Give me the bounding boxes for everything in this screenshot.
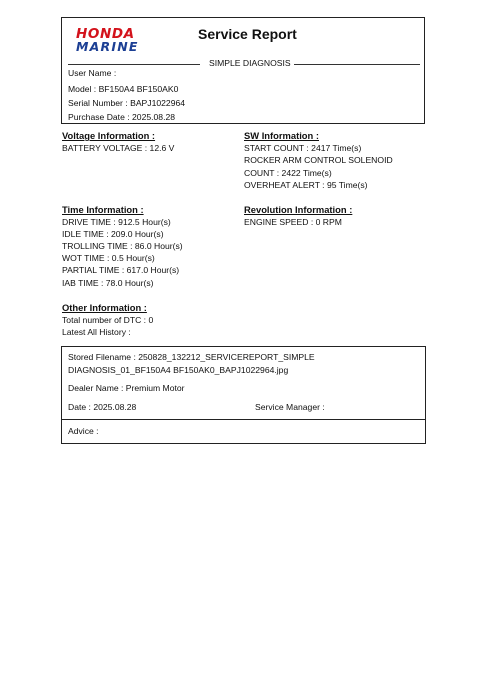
advice-field: Advice :: [68, 426, 99, 436]
time-section-title: Time Information :: [62, 204, 144, 215]
other-section-title: Other Information :: [62, 302, 147, 313]
purchase-date-field: Purchase Date : 2025.08.28: [68, 112, 176, 122]
report-header: [61, 17, 425, 124]
stored-filename-line1: Stored Filename : 250828_132212_SERVICEREPORT_SIMPLE: [68, 352, 315, 362]
divider-left: [68, 64, 200, 65]
dtc-count: Total number of DTC : 0: [62, 315, 154, 325]
revolution-section-title: Revolution Information :: [244, 204, 353, 215]
rocker-arm-line2: COUNT : 2422 Time(s): [244, 168, 332, 178]
latest-history: Latest All History :: [62, 327, 131, 337]
rocker-arm-line1: ROCKER ARM CONTROL SOLENOID: [244, 155, 393, 165]
serial-field: Serial Number : BAPJ1022964: [68, 98, 186, 108]
stored-filename-line2: DIAGNOSIS_01_BF150A4 BF150AK0_BAPJ1022964.jpg: [68, 365, 289, 375]
iab-time: IAB TIME : 78.0 Hour(s): [62, 278, 154, 288]
page-title: Service Report: [198, 26, 297, 42]
dealer-name: Dealer Name : Premium Motor: [68, 383, 185, 393]
user-name-field: User Name :: [68, 68, 117, 78]
sw-section-title: SW Information :: [244, 130, 319, 141]
drive-time: DRIVE TIME : 912.5 Hour(s): [62, 217, 171, 227]
service-manager: Service Manager :: [255, 402, 325, 412]
trolling-time: TROLLING TIME : 86.0 Hour(s): [62, 241, 183, 251]
battery-voltage: BATTERY VOLTAGE : 12.6 V: [62, 143, 175, 153]
idle-time: IDLE TIME : 209.0 Hour(s): [62, 229, 164, 239]
service-details-box: [61, 346, 426, 444]
report-subtitle: SIMPLE DIAGNOSIS: [206, 58, 294, 68]
wot-time: WOT TIME : 0.5 Hour(s): [62, 253, 155, 263]
honda-marine-logo: [76, 28, 168, 54]
partial-time: PARTIAL TIME : 617.0 Hour(s): [62, 265, 180, 275]
advice-separator: [62, 419, 425, 420]
divider-right: [288, 64, 420, 65]
logo-honda-text: HONDA: [76, 26, 135, 42]
start-count: START COUNT : 2417 Time(s): [244, 143, 362, 153]
engine-speed: ENGINE SPEED : 0 RPM: [244, 217, 342, 227]
model-field: Model : BF150A4 BF150AK0: [68, 84, 179, 94]
logo-marine-text: MARINE: [76, 39, 139, 54]
voltage-section-title: Voltage Information :: [62, 130, 156, 141]
overheat-alert: OVERHEAT ALERT : 95 Time(s): [244, 180, 368, 190]
service-date: Date : 2025.08.28: [68, 402, 137, 412]
